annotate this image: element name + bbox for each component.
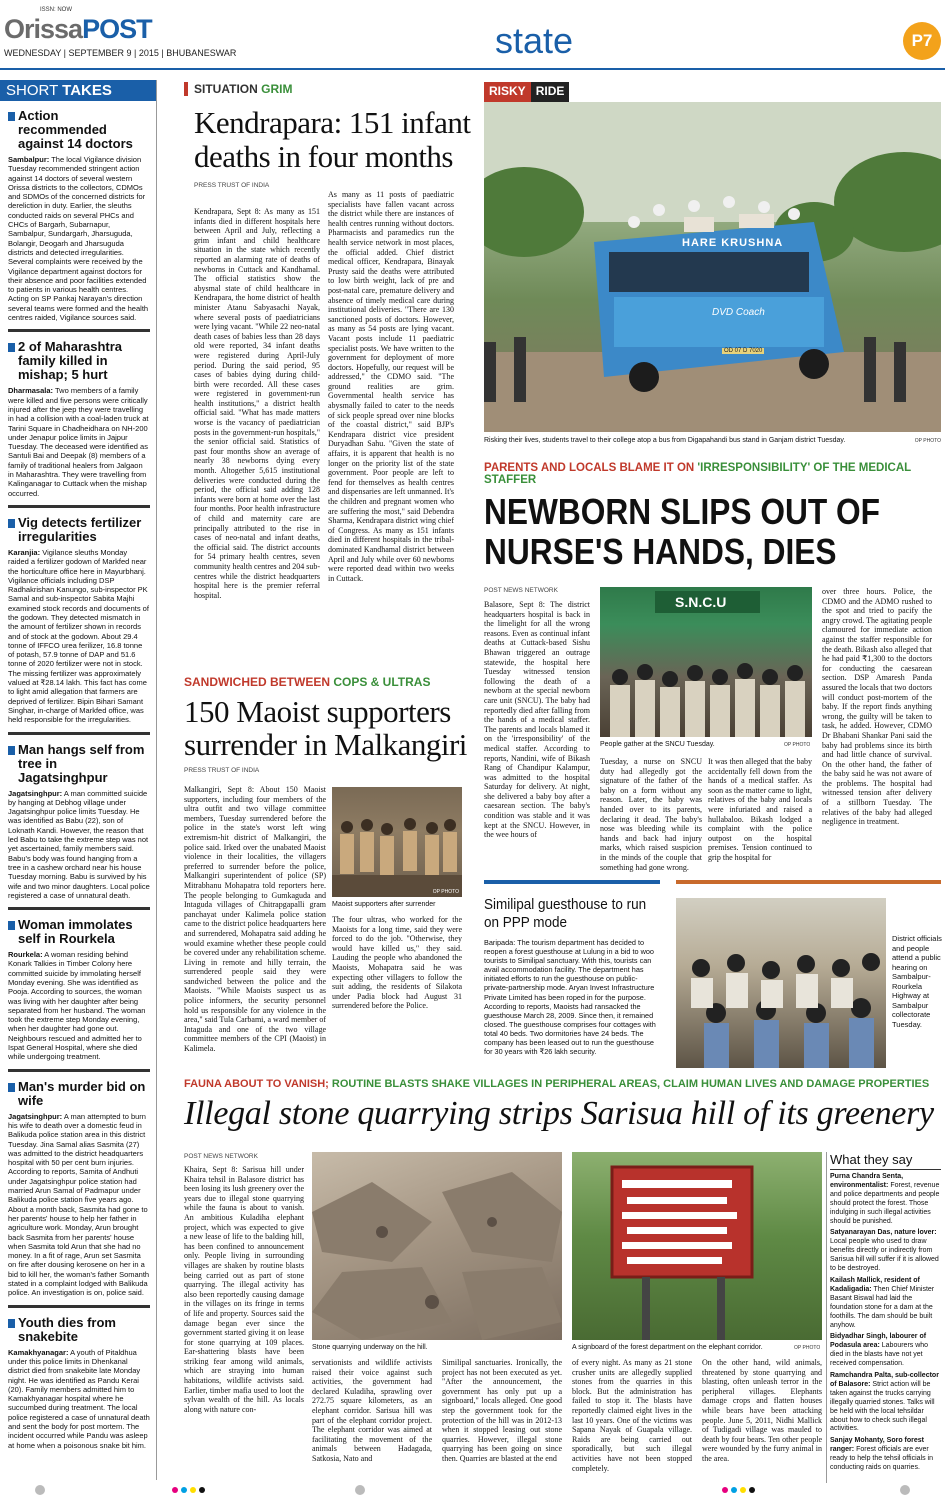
hearing-feature (676, 880, 941, 1070)
print-registration-marks (0, 1483, 945, 1497)
quarry-article (184, 1078, 941, 1483)
what-they-say-list (830, 1173, 941, 1473)
quote-text: Strict action will be taken against the trucks carrying illegally quarried stones. Talks will be held with the local tehsildar about how to check such illegal activities. (830, 1380, 935, 1433)
hearing-photo (676, 898, 886, 1068)
quote-item (830, 1372, 941, 1434)
bus-side-text: DVD Coach (712, 307, 765, 318)
newborn-kicker-b: 'IRRESPONSIBILITY' OF THE MEDICAL STAFFER (484, 462, 911, 486)
short-take-text (8, 789, 150, 901)
section-title: state (495, 20, 574, 61)
similipal-text: Baripada: The tourism department has decided to reopen a forest guesthouse at Lulung in a bid to woo tourists to Similipal sanctuary. With this, tourists can avail accommodation facility. The department has initiated efforts to run the guesthouse on public-private-partnership mode. Aryan Invest Infrastructure Private Limited has been roped in for the purpose. According to reports, Maoists had ransacked the guesthouse March 28, 2009. Since then, it remained closed. The guesthouse comprises four cottages with total 40 beds. Two dormitories have 24 beds. The company has been leased out to run the guesthouse for 30 years with ₹26 lakh security. (484, 938, 656, 1057)
bus-sign-text: HARE KRUSHNA (682, 237, 784, 249)
hearing-caption: District officials and people attend a public hearing on Sambalpur-Rourkela Highway at Sambalpur collectorate Tuesday. (892, 934, 942, 1029)
risky-ride-feature (484, 82, 941, 452)
newborn-headline: NEWBORN SLIPS OUT OF NURSE'S HANDS, DIES (484, 491, 880, 572)
short-take-text (8, 548, 150, 725)
quarry-caption-1: Stone quarrying underway on the hill. (312, 1344, 428, 1351)
maoist-caption: Maoist supporters after surrender (332, 901, 436, 908)
short-take-text (8, 1112, 150, 1298)
short-take-place: Jagatsinghpur: (8, 1111, 63, 1121)
quarry-rocks-illustration (312, 1152, 562, 1340)
sncu-caption: People gather at the SNCU Tuesday. (600, 741, 715, 748)
maoist-kicker-b: COPS & ULTRAS (333, 675, 431, 689)
short-takes-column (0, 80, 157, 1480)
quote-text: Labourers who died in the blasts have not yet received compensation. (830, 1342, 929, 1368)
short-take-body: The local Vigilance division Tuesday recommended stringent action against 14 doctors of several western Orissa districts to the collectors, CDMOs and SDMOs of the concerned districts for dereliction in duty. Earlier, the sleuths conducted raids on several PHCs and CHCs of Bargarh, Subarnapur, Sambalpur, Sundargarh, Jharsuguda, Bolangir, Deogarh and Jharsuguda districts and detected irregularities. Several complaints were received by the Vigilance department against doctors for their absence and poor facilities extended to patients in various health centres. Acting on SP Pankaj Narayan's direction several teams were formed and the health centres raided, Vigilance sources said. (8, 155, 149, 323)
short-take-item (0, 1316, 156, 1450)
newborn-byline: POST NEWS NETWORK (484, 587, 558, 594)
similipal-article (484, 880, 660, 1070)
short-takes-head-a: SHORT (6, 82, 58, 99)
quote-text: Then Chief Minister Basant Biswal had laid the foundation stone for a dam at the foothills. The dam should be built anyhow. (830, 1285, 935, 1329)
logo-part-a: Orissa (4, 14, 83, 44)
registration-dots-icon (0, 1483, 945, 1497)
quarry-photo (312, 1152, 562, 1340)
quote-item (830, 1437, 941, 1473)
short-take-title: Man's murder bid on wife (8, 1080, 150, 1108)
risky-kicker-a: RISKY (484, 82, 531, 102)
short-take-divider (8, 505, 150, 508)
quote-speaker: Purna Chandra Senta, environmentalist: (830, 1173, 904, 1189)
short-take-item (0, 1080, 156, 1308)
short-take-text (8, 950, 150, 1062)
short-take-place: Karanjia: (8, 547, 41, 557)
quarry-caption-2: A signboard of the forest department on the elephant corridor. (572, 1344, 763, 1351)
quote-text: Local people who used to draw benefits directly or indirectly from Sarisua hill will suffer if it is allowed to be destroyed. (830, 1238, 939, 1273)
risky-caption: Risking their lives, students travel to their college atop a bus from Digapahandi bus stand in Ganjam district Tuesday. (484, 437, 846, 444)
crowd-illustration (332, 787, 462, 897)
maoist-column-2: The four ultras, who worked for the Maoists for a long time, said they were forced to do the job. "Otherwise, they would have killed us," they said. Lauding the people who abandoned the Maoists, Mohapatra said he was expecting other villagers to follow the suit adding, the residents of Silakota under Padia block had August 31 surrendered before the Police. (332, 915, 462, 1011)
short-take-text (8, 1348, 150, 1450)
bus-illustration (484, 102, 941, 432)
maoist-photo (332, 787, 462, 897)
short-take-divider (8, 1305, 150, 1308)
risky-kicker (484, 82, 941, 102)
newborn-kicker (484, 462, 941, 486)
short-take-place: Sambalpur: (8, 155, 50, 164)
short-take-divider (8, 907, 150, 910)
short-take-item (0, 340, 156, 508)
bus-plate: OD 07 D 7020 (724, 348, 763, 354)
grim-kicker-a: SITUATION (194, 82, 258, 96)
short-take-body: A youth of Pitaldhua under this police limits in Dhenkanal district died from snakebite late Monday night. He was identified as Pandu Kerai (20). Family members admitted him to Kamakhyanagar hospital where he succumbed during treatment. The local police registered a case of unnatural death and sent the body for post mortem. The incident occurred while Pandu was asleep at home when a poisonous snake bit him. (8, 1347, 150, 1450)
short-take-text (8, 155, 150, 322)
dateline: WEDNESDAY | SEPTEMBER 9 | 2015 | BHUBANESWAR (4, 48, 237, 58)
sncu-photo (600, 587, 812, 737)
newborn-column-2: Tuesday, a nurse on SNCU duty had allegedly got the signature of the father of the baby on a form without any reason. Later, the baby was handed over to its parents, declaring it dead. The baby's nose was bleeding while its hands and back had injury marks, which raised suspicion in the minds of the couple that something had gone wrong. (600, 757, 702, 872)
signboard-illustration (572, 1152, 822, 1340)
quarry-credit: OP PHOTO (794, 1345, 821, 1351)
short-takes-head-b: TAKES (62, 82, 112, 99)
grim-column-2: As many as 11 posts of paediatric specialists have fallen vacant across the district while there are instances of health centres running without doctors. Pharmacists and paramedics run the health service network in most places, the official added. Chief district medical officer, Kendrapara, Binayak Prusty said the deaths were attributed to low birth weight, lack of pre and post-natal care, premature delivery and absence of timely medical care during institutional deliveries. "There are 130 sanctioned posts of doctors. However, as many as 54 posts are lying vacant. Vacant posts include 11 paediatric specialist posts. We have written to the government for deployment of more doctors. Hopefully, our request will be addressed," the CDMO said. "The ground realities are grim. Governmental health service has abysmally failed to cater to the needs of sick people spread over nine blocks of the coastal district," said BJP's Kendrapara district vice president Duryadhan Sahu. "Given the state of affairs, it is apparent that health is no longer on the priority list of the state government. Poor people are left to fend for themselves as health centres and dispensaries are left unmanned. It's the children and pregnant women who are suffering the most," said Debendra Sharma, Kendrapara district wing chief of Congress. As many as 151 infants died in different hospitals in the tribal-dominated Kandhamal district between April and July while over 60 newborns were reported dead within two weeks in Cuttack. (328, 190, 454, 583)
short-take-item (0, 109, 156, 332)
quarry-column-4: of every night. As many as 21 stone crusher units are allegedly supplied stones from the quarries in this block. But the administration has failed to stop it. The blasts have reportedly claimed eight lives in the last 10 years. One of the victims was Sapana Nayak of Guapala village. Raids are being carried out sporadically, but such illegal activities have not been stopped completely. (572, 1358, 692, 1473)
sncu-credit: OP PHOTO (784, 742, 811, 748)
short-takes-header (0, 80, 156, 101)
short-take-title: Vig detects fertilizer irregularities (8, 516, 150, 544)
short-take-item (0, 516, 156, 735)
what-they-say-title: What they say (830, 1152, 941, 1170)
short-take-text (8, 386, 150, 498)
risky-kicker-b: RIDE (531, 82, 570, 102)
short-take-body: A woman residing behind Konark Talkies in Timber Colony here committed suicide by immolating herself Monday evening. She was identified as Pooja. According to sources, the woman was living with her daughter after being separated from her husband. The woman took the extreme step Monday evening, when her daughter had gone out. Neighbours rescued and admitted her to Ispat General Hospital, where she died while undergoing treatment. (8, 950, 146, 1062)
short-take-place: Jagatsinghpur: (8, 788, 63, 798)
grim-kicker (184, 82, 472, 96)
short-take-body: Two members of a family were killed and five persons were critically injured after the jeep they were travelling in had a collision with a coal-laden truck at Tarini Square in Chadheidhara on NH-200 under Jenapur police limits in Jajpur Tuesday. The deceased were identified as Santuli Bai and Deepak (8) members of a family of traditional healers from Jalgaon in Maharashtra. They were travelling from Kalinganagar to Cuttack when the mishap occurred. (8, 386, 149, 498)
newborn-column-3: It was then alleged that the baby accidentally fell down from the hands of a medical staffer. As soon as the matter came to light, relatives of the baby and locals were infuriated and raised a hullabaloo. Bikash lodged a complaint with the police outpost on the hospital premises. Tension continued to grip the hospital for (708, 757, 812, 862)
signboard-photo (572, 1152, 822, 1340)
short-take-divider (8, 329, 150, 332)
what-they-say-box (826, 1152, 941, 1483)
quote-speaker: Satyanarayan Das, nature lover: (830, 1229, 937, 1237)
masthead (0, 0, 945, 70)
short-take-title: Woman immolates self in Rourkela (8, 918, 150, 946)
quote-text: Forest officials are ever ready to help the tehsil officials in conducting raids on quarries. (830, 1446, 933, 1472)
quarry-column-2: servationists and wildlife activists raised their voice against such activities, the government had declared Kuladiha, sprawling over 272.75 square kilometers, as an elephant corridor. Sarisua hill was part of the elephant corridor project. The elephant corridor was aimed at facilitating the movement of the animals between Hadagada, Satkosia, Nato and (312, 1358, 432, 1463)
quote-speaker: Bidyadhar Singh, labourer of Podasula area: (830, 1333, 927, 1350)
grim-headline: Kendrapara: 151 infant deaths in four months (194, 105, 471, 174)
page-number-badge: P7 (903, 22, 941, 60)
bus-photo (484, 102, 941, 432)
short-take-title: Man hangs self from tree in Jagatsinghpur (8, 743, 150, 785)
short-take-body: Vigilance sleuths Monday raided a fertilizer godown of Markfed near the horticulture office here in Mayurbhanj. Vigilance officials including DSP Radhakrishan Kanungo, sub-inspector PK Samal and sub-inspector Sabita Majhi examined stock records and documents of the godown. They detected mismatch in the amount of fertilizer shown in records and of stock at the godown. About 29.4 tonne of IFFCO urea ferilizer, 16.8 tonne of potash, 57.9 tonne of DAP and 51.6 tonne of 2020 fertilizer were not in stock. The missing fertilizer was approximately valued at ₹28.14 lakh. This fact has come to light amid allegation that farmers are deprived of fertilizer. Bipin Bihari Samant Singhar, in-charge of Markfed office, was held responsible for the irregularities. (8, 547, 149, 725)
grim-kicker-b: GRIM (261, 82, 293, 96)
grim-byline: PRESS TRUST OF INDIA (194, 182, 270, 189)
short-take-place: Dharmasala: (8, 386, 54, 396)
short-take-body: A man committed suicide by hanging at Debhog village under Jagatsinghpur police limits Tuesday. He was identified as Babu (22), son of Loknath Kandi. However, the reason that led Babu to take the extreme step was not yet ascertained, family members said. Babu's body was found hanging from a tree in a cashew orchard near his house Tuesday morning. Babu is survived by his wife and two minor daughters. Local police registered a case of unnatural death. (8, 788, 150, 900)
quarry-kicker (184, 1078, 941, 1090)
newborn-article (484, 462, 941, 872)
similipal-headline: Similipal guesthouse to run on PPP mode (484, 896, 647, 931)
newborn-kicker-a: PARENTS AND LOCALS BLAME IT ON (484, 462, 695, 474)
newborn-column-4: over three hours. Police, the CDMO and the ADMO rushed to the spot and tried to pacify the angry crowd. The agitating people clamoured for immediate action against the staffer responsible for the death. Bikash also alleged that he had paid ₹1,300 to the doctors for conducting the caesarean section. DSP Amaresh Panda assured the locals that two doctors will conduct post-mortem of the baby. If the report finds anything wrong, the guilty will be taken to task, he added. However, CDMO Dr Bhabani Shankar Pani said the baby had problems since its birth and had little chance of survival. On the other hand, the father of the baby said he was not aware of the problems. The hospital had witnessed tension after delivery of a stillborn Tuesday. The relatives of the baby had alleged negligence in treatment. (822, 587, 932, 827)
maoist-photo-credit: OP PHOTO (432, 889, 459, 895)
quote-speaker: Kailash Mallick, resident of Kadaligadia: (830, 1276, 920, 1293)
quote-speaker: Ramchandra Palta, sub-collector of Balasore: (830, 1372, 939, 1388)
quote-speaker: Sanjay Mohanty, Soro forest ranger: (830, 1437, 924, 1454)
quarry-column-5: On the other hand, wild animals, threatened by stone quarrying and blasting, often unleash terror in the peripheral villages. Elephants damage crops and flatten houses while bears have been attacking people. June 5, 2011, Nidhi Mallick of Tudigadi village was mauled to death by four bears. Ten other people were wounded by the furry animal in the area. (702, 1358, 822, 1463)
short-take-divider (8, 1069, 150, 1072)
quote-item (830, 1333, 941, 1369)
logo-tag: ISSN: NOW (40, 7, 73, 13)
maoist-column-1: Malkangiri, Sept 8: About 150 Maoist supporters, including four members of the ultra outfit and two village committee members, Tuesday surrendered before the police in the state's worst left wing extremism-hit district of Malkangiri, the police said. Irked over the unabated Maoist violence in their localities, the villagers preferred to surrender before the police, Malkangiri superintendent of police (SP) Mitrabhanu Mohapatra told reporters here. The people belonging to Gumkaguda and Intaguda villages of Chitrapgapalli gram panchayat under Kalimela police station came to the district police headquarters here and surrendered, Mohapatra said adding he would examine whether these people could be covered under any rehabilitation scheme. Living in remote and hilly terrain, the surrendered people said they were sandwiched between the police and the Maoists. "While Maoists suspect us as police informers, the security personnel hold us responsible for any violence in the area," said Tula Carbami, a ward member of Intaguda and one of the two village committee members of the CPI (Maoist) in Kalimela. (184, 785, 326, 1054)
quote-item (830, 1173, 941, 1226)
quote-text: Forest, revenue and police departments and people should protect the forest. Those indulging in such illegal activities should be punished. (830, 1181, 940, 1225)
sncu-sign: S.N.C.U (675, 594, 727, 610)
quote-item (830, 1229, 941, 1274)
short-take-place: Rourkela: (8, 950, 43, 960)
short-takes-list (0, 109, 156, 1450)
quarry-column-3: Similipal sanctuaries. Ironically, the project has not been executed as yet. "After the announcement, the government has only put up a signboard," locals alleged. One good step the government took for the protection of the hill was in 2012-13 when it stopped leasing out stone quarries. However, illegal stone quarrying has been going on since then. Quarries are blasted at the end (442, 1358, 562, 1463)
short-take-title: Action recommended against 14 doctors (8, 109, 150, 151)
grim-column-1: Kendrapara, Sept 8: As many as 151 infants died in different hospitals here between April and July, reflecting a grim infant and child healthcare situation in the state which recently reported an alarming rate of deaths of newborns in Cuttack and Kandhamal. The official statistics show the abysmal state of child healthcare in Kendrapara, the home district of health minister Atanu Sabyasachi Nayak, where several posts of paediatricians were lying vacant. "While 22 neo-natal death cases of babies less than 28 days old were reported, 34 infant deaths were registered during April-July period. During the said period, 95 cases of babies dying during child-birth were recorded. All these cases were registered in government-run health institutions," a district health official said. "What has made matters worse is the vacancy of paediatrician posts in the government-run hospitals," the senior official said. Statistics of past four months show an average of nearly 38 newborns dying every month. Altogether 5,615 institutional deliveries were conducted during the period, the official said adding 128 infants were born at home over the last four months. Poor health infrastructure of child and maternity care are principally attributed to the rise in cases of neo-natal and infant deaths, the official said. The district accounts for 54 primary health centres, seven community health centres and 204 sub-centres while the district headquarters hospital here is the premier referral hospital. (194, 207, 320, 600)
newspaper-logo (4, 14, 152, 45)
quarry-byline: POST NEWS NETWORK (184, 1153, 258, 1160)
short-take-place: Kamakhyanagar: (8, 1347, 69, 1357)
risky-credit: OP PHOTO (914, 438, 941, 444)
short-take-item (0, 743, 156, 911)
newborn-column-1: Balasore, Sept 8: The district headquarters hospital is back in the limelight for all the wrong reasons. Even as continual infant deaths at Cuttack-based Sishu Bhawan triggered an outrage statewide, the hospital here Tuesday witnessed tension following the death of a newborn at the special newborn care unit (SNCU). The baby had reportedly died after falling from the hands of a medical staffer. The parents and locals blamed it on the 'irresponsibility' of the medical staffer. According to reports, Nandini, wife of Bikash Rang of Chandipur Kalampur, was admitted to the hospital Saturday for delivery. At night, she delivered a baby boy after a caesarean section. The baby's condition was stable and it was kept at the SNCU. However, in the wee hours of (484, 600, 590, 840)
short-take-item (0, 918, 156, 1072)
grim-article (172, 82, 472, 662)
maoist-kicker (184, 675, 472, 689)
short-take-body: A man attempted to burn his wife to death over a domestic feud in Balikuda police station area in this district Tuesday. Jina Samal alias Sasmita (27) was admitted to the district headquarters hospital with 50 per cent burn injuries. According to reports, Samita of Andhuti under Jagatsinghpur police station had married Arun Samal of Padmapur under Balikuda police station five years ago. About a month back, Sasmita had gone to her parents' house to help her father in agriculture work. Monday, Arun brought back Sasmita from her parents' house when Sasmita told Arun that she had no money. In a fit of rage, Arun set Sasmita on fire after dousing kerosene on her in a bid to kill her, the woman's father Somanth stated in a complaint lodged with Balikuda police. An investigation is on, police said. (8, 1111, 150, 1298)
maoist-byline: PRESS TRUST OF INDIA (184, 767, 260, 774)
logo-part-b: POST (82, 14, 152, 44)
hearing-crowd-illustration (676, 898, 886, 1068)
short-take-title: 2 of Maharashtra family killed in mishap; 5 hurt (8, 340, 150, 382)
quarry-kicker-b: ROUTINE BLASTS SHAKE VILLAGES IN PERIPHERAL AREAS, CLAIM HUMAN LIVES AND DAMAGE PROPERTIES (331, 1078, 930, 1090)
maoist-headline: 150 Maoist supporters surrender in Malkangiri (184, 694, 467, 762)
quarry-kicker-a: FAUNA ABOUT TO VANISH; (184, 1078, 329, 1090)
quarry-column-1: Khaira, Sept 8: Sarisua hill under Khaira tehsil in Balasore district has been losing its lush greenery over the years due to illegal stone quarrying while the fauna is about to vanish. An ambitious Kuladiha elephant project, which was expected to give a new lease of life to the balding hill, has been confined to announcement only. People living in surrounding villages are shaken by routine blasts being carried out as part of stone quarrying. The illegal activity has also been reportedly causing damage in the villages on its fringe in terms of life and property. Sources said the damage began ever since the government started giving it on lease for stone quarrying at 109 places. Ear-shattering blasts have been striking fear among wild animals, which are straying into human habitations, wildlife activists said. Earlier, timber mafia used to loot the sylvan wealth of the hill. As locals along with nature con- (184, 1165, 304, 1414)
short-take-divider (8, 732, 150, 735)
maoist-article (172, 675, 472, 1075)
quote-item (830, 1277, 941, 1330)
quarry-headline: Illegal stone quarrying strips Sarisua hill of its greenery (184, 1095, 934, 1132)
maoist-kicker-a: SANDWICHED BETWEEN (184, 675, 330, 689)
short-take-title: Youth dies from snakebite (8, 1316, 150, 1344)
